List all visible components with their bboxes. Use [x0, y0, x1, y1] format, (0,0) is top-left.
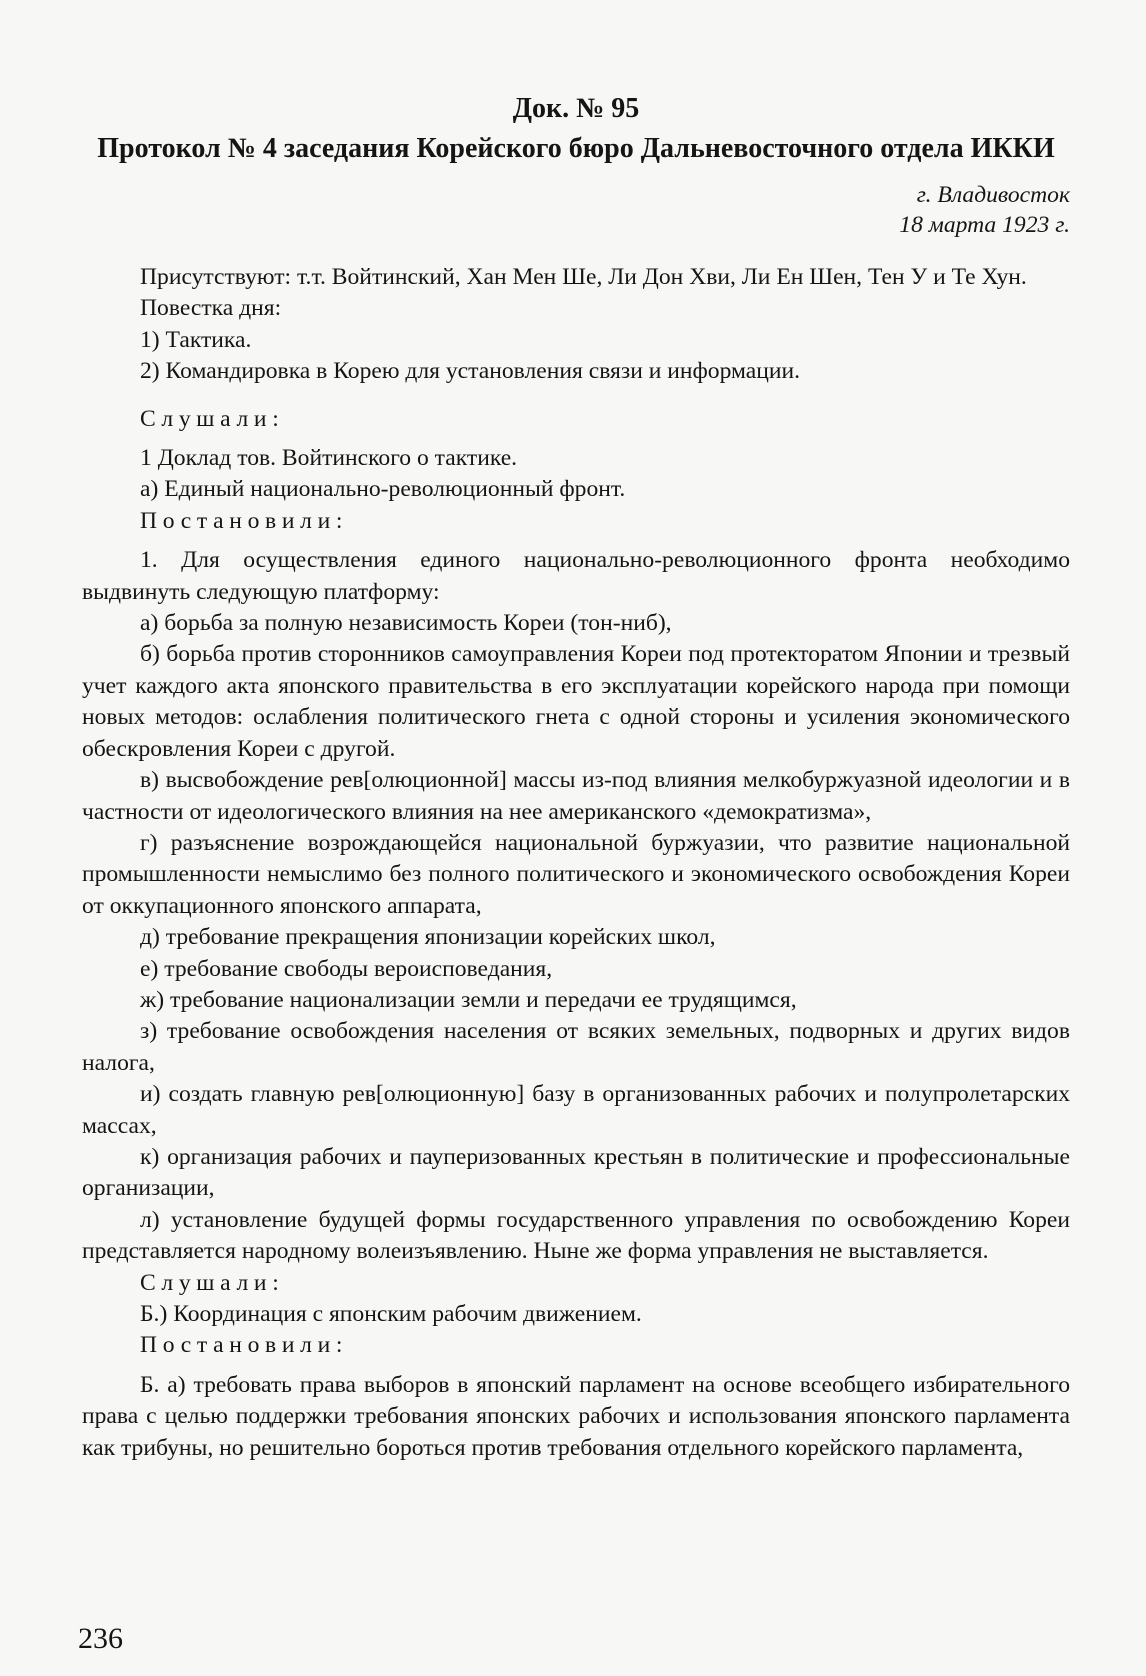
heard-item: а) Единый национально-революционный фронт. — [140, 476, 626, 503]
platform-item: г) разъяснение возрождающейся национальной буржуазии, что развитие национальной промышленности немыслимо без полного политического и экономического освобождения Кореи от оккупационного японского аппарата, — [82, 829, 1070, 919]
agenda-item: 1) Тактика. — [140, 326, 252, 353]
platform-item: з) требование освобождения населения от всяких земельных, подворных и других видов налога, — [82, 1018, 1070, 1076]
document-number: Док. № 95 — [512, 93, 640, 124]
platform-item: д) требование прекращения японизации корейских школ, — [140, 924, 716, 951]
platform-item: л) установление будущей формы государственного управления по освобождению Кореи представляется народному волеизъявлению. Ныне же форма управления не выставляется. — [82, 1206, 1070, 1265]
agenda-item: 2) Командировка в Корею для установления связи и информации. — [140, 358, 801, 385]
resolution-paragraph: Б. а) требовать права выборов в японский парламент на основе всеобщего избирательного права с целью поддержки требования японских рабочих и использования японского парламента как трибуны, но решительно бороться против требования отдельного корейского парламента, — [82, 1371, 1070, 1461]
resolution-intro: 1. Для осуществления единого национально-революционного фронта необходимо выдвинуть следующую платформу: — [82, 547, 1070, 605]
platform-item: к) организация рабочих и пауперизованных крестьян в политические и профессиональные организации, — [82, 1143, 1070, 1202]
document-title: Протокол № 4 заседания Корейского бюро Дальневосточного отдела ИККИ — [97, 133, 1055, 164]
document-date: 18 марта 1923 г. — [899, 212, 1070, 238]
page-content — [82, 92, 1070, 1464]
document-place: г. Владивосток — [916, 182, 1070, 208]
resolved-heading: Постановили: — [140, 1332, 349, 1359]
platform-item: а) борьба за полную независимость Кореи (тон-ниб), — [140, 610, 672, 637]
heard-item: 1 Доклад тов. Войтинского о тактике. — [140, 445, 518, 472]
resolved-heading: Постановили: — [140, 507, 349, 534]
platform-item: и) создать главную рев[олюционную] базу в организованных рабочих и полупролетарских массах, — [82, 1081, 1070, 1139]
heard-heading: Слушали: — [140, 405, 285, 432]
page-number: 236 — [78, 1622, 123, 1655]
heard-heading: Слушали: — [140, 1269, 285, 1296]
platform-item: б) борьба против сторонников самоуправления Кореи под протекторатом Японии и трезвый учет каждого акта японского правительства в его эксплуатации корейского народа при помощи новых методов: ослабления политического гнета с одной стороны и усиления экономического обескровления Кореи с другой. — [82, 641, 1070, 762]
platform-item: е) требование свободы вероисповедания, — [140, 955, 553, 982]
platform-item: ж) требование национализации земли и передачи ее трудящимся, — [140, 986, 797, 1013]
place-date-block — [82, 180, 1070, 240]
attendees-paragraph: Присутствуют: т.т. Войтинский, Хан Мен Ше, Ли Дон Хви, Ли Ен Шен, Тен У и Те Хун. — [140, 264, 1027, 290]
platform-item: в) высвобождение рев[олюционной] массы из-под влияния мелкобуржуазной идеологии и в частности от идеологического влияния на нее американского «демократизма», — [82, 767, 1070, 825]
heard-item: Б.) Координация с японским рабочим движением. — [140, 1301, 642, 1327]
agenda-title: Повестка дня: — [140, 295, 282, 322]
